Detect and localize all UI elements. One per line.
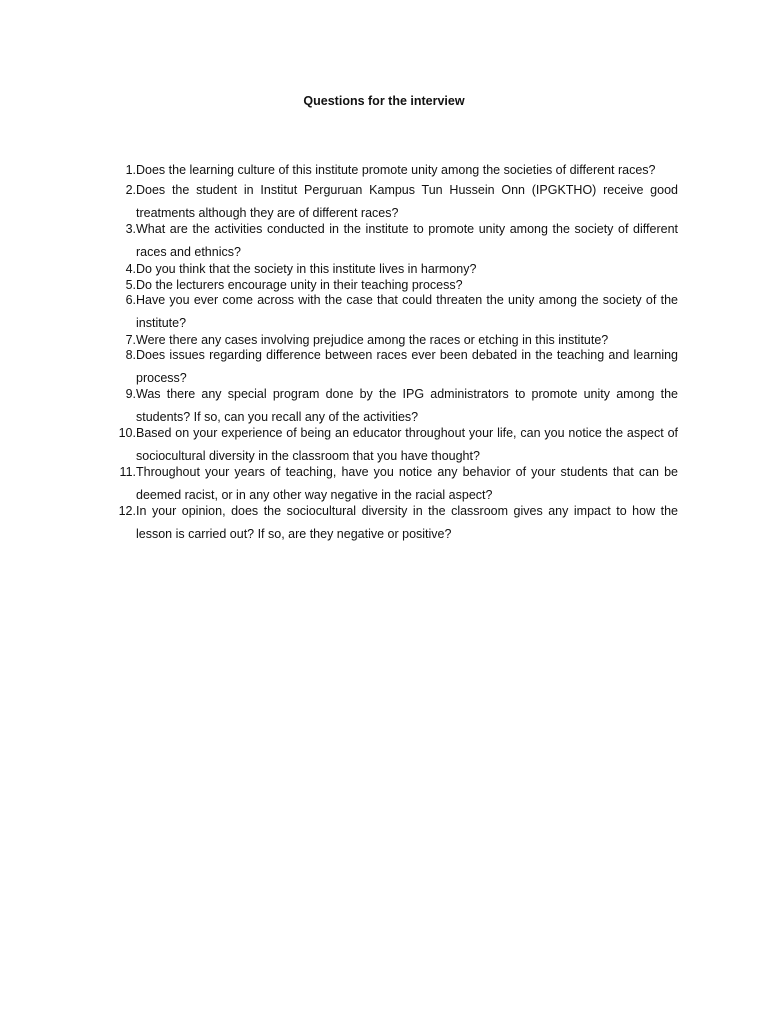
list-item: [104, 426, 678, 465]
question-number: 12.: [118, 503, 136, 518]
question-number: 9.: [125, 386, 136, 401]
question-list: [104, 163, 678, 543]
question-number: 6.: [125, 292, 136, 307]
question-text: Do the lecturers encourage unity in their teaching process?: [136, 277, 463, 292]
list-item: [104, 504, 678, 543]
question-number: 11.: [119, 464, 136, 479]
question-number: 8.: [125, 347, 136, 362]
question-text: What are the activities conducted in the institute to promote unity among the society of different races and ethnics?: [136, 221, 678, 259]
question-text: Was there any special program done by the IPG administrators to promote unity among the students? If so, can you recall any of the activities?: [136, 386, 678, 424]
question-text: Does the learning culture of this institute promote unity among the societies of different races?: [136, 163, 656, 177]
question-number: 10.: [118, 425, 136, 440]
list-item: [104, 183, 678, 222]
question-text: Does the student in Institut Perguruan Kampus Tun Hussein Onn (IPGKTHO) receive good treatments although they are of different races?: [136, 182, 678, 220]
question-number: 2.: [125, 182, 136, 197]
question-text: Based on your experience of being an educator throughout your life, can you notice the aspect of sociocultural diversity in the classroom that you have thought?: [136, 425, 678, 463]
question-text: Do you think that the society in this institute lives in harmony?: [136, 261, 477, 276]
list-item: [104, 387, 678, 426]
list-item: [104, 348, 678, 387]
question-number: 1.: [125, 163, 136, 177]
question-number: 3.: [125, 221, 136, 236]
list-item: [104, 222, 678, 261]
list-item: [104, 293, 678, 332]
question-text: Have you ever come across with the case that could threaten the unity among the society of the institute?: [136, 292, 678, 330]
question-number: 5.: [125, 277, 136, 292]
list-item: [104, 261, 678, 277]
question-number: 7.: [125, 332, 136, 347]
list-item: [104, 465, 678, 504]
question-text: In your opinion, does the sociocultural diversity in the classroom gives any impact to how the lesson is carried out? If so, are they negative or positive?: [136, 503, 678, 541]
question-text: Does issues regarding difference between races ever been debated in the teaching and learning process?: [136, 347, 678, 385]
document-title: Questions for the interview: [303, 94, 465, 108]
question-text: Throughout your years of teaching, have you notice any behavior of your students that can be deemed racist, or in any other way negative in the racial aspect?: [136, 464, 678, 502]
question-text: Were there any cases involving prejudice among the races or etching in this institute?: [136, 332, 609, 347]
question-number: 4.: [125, 261, 136, 276]
